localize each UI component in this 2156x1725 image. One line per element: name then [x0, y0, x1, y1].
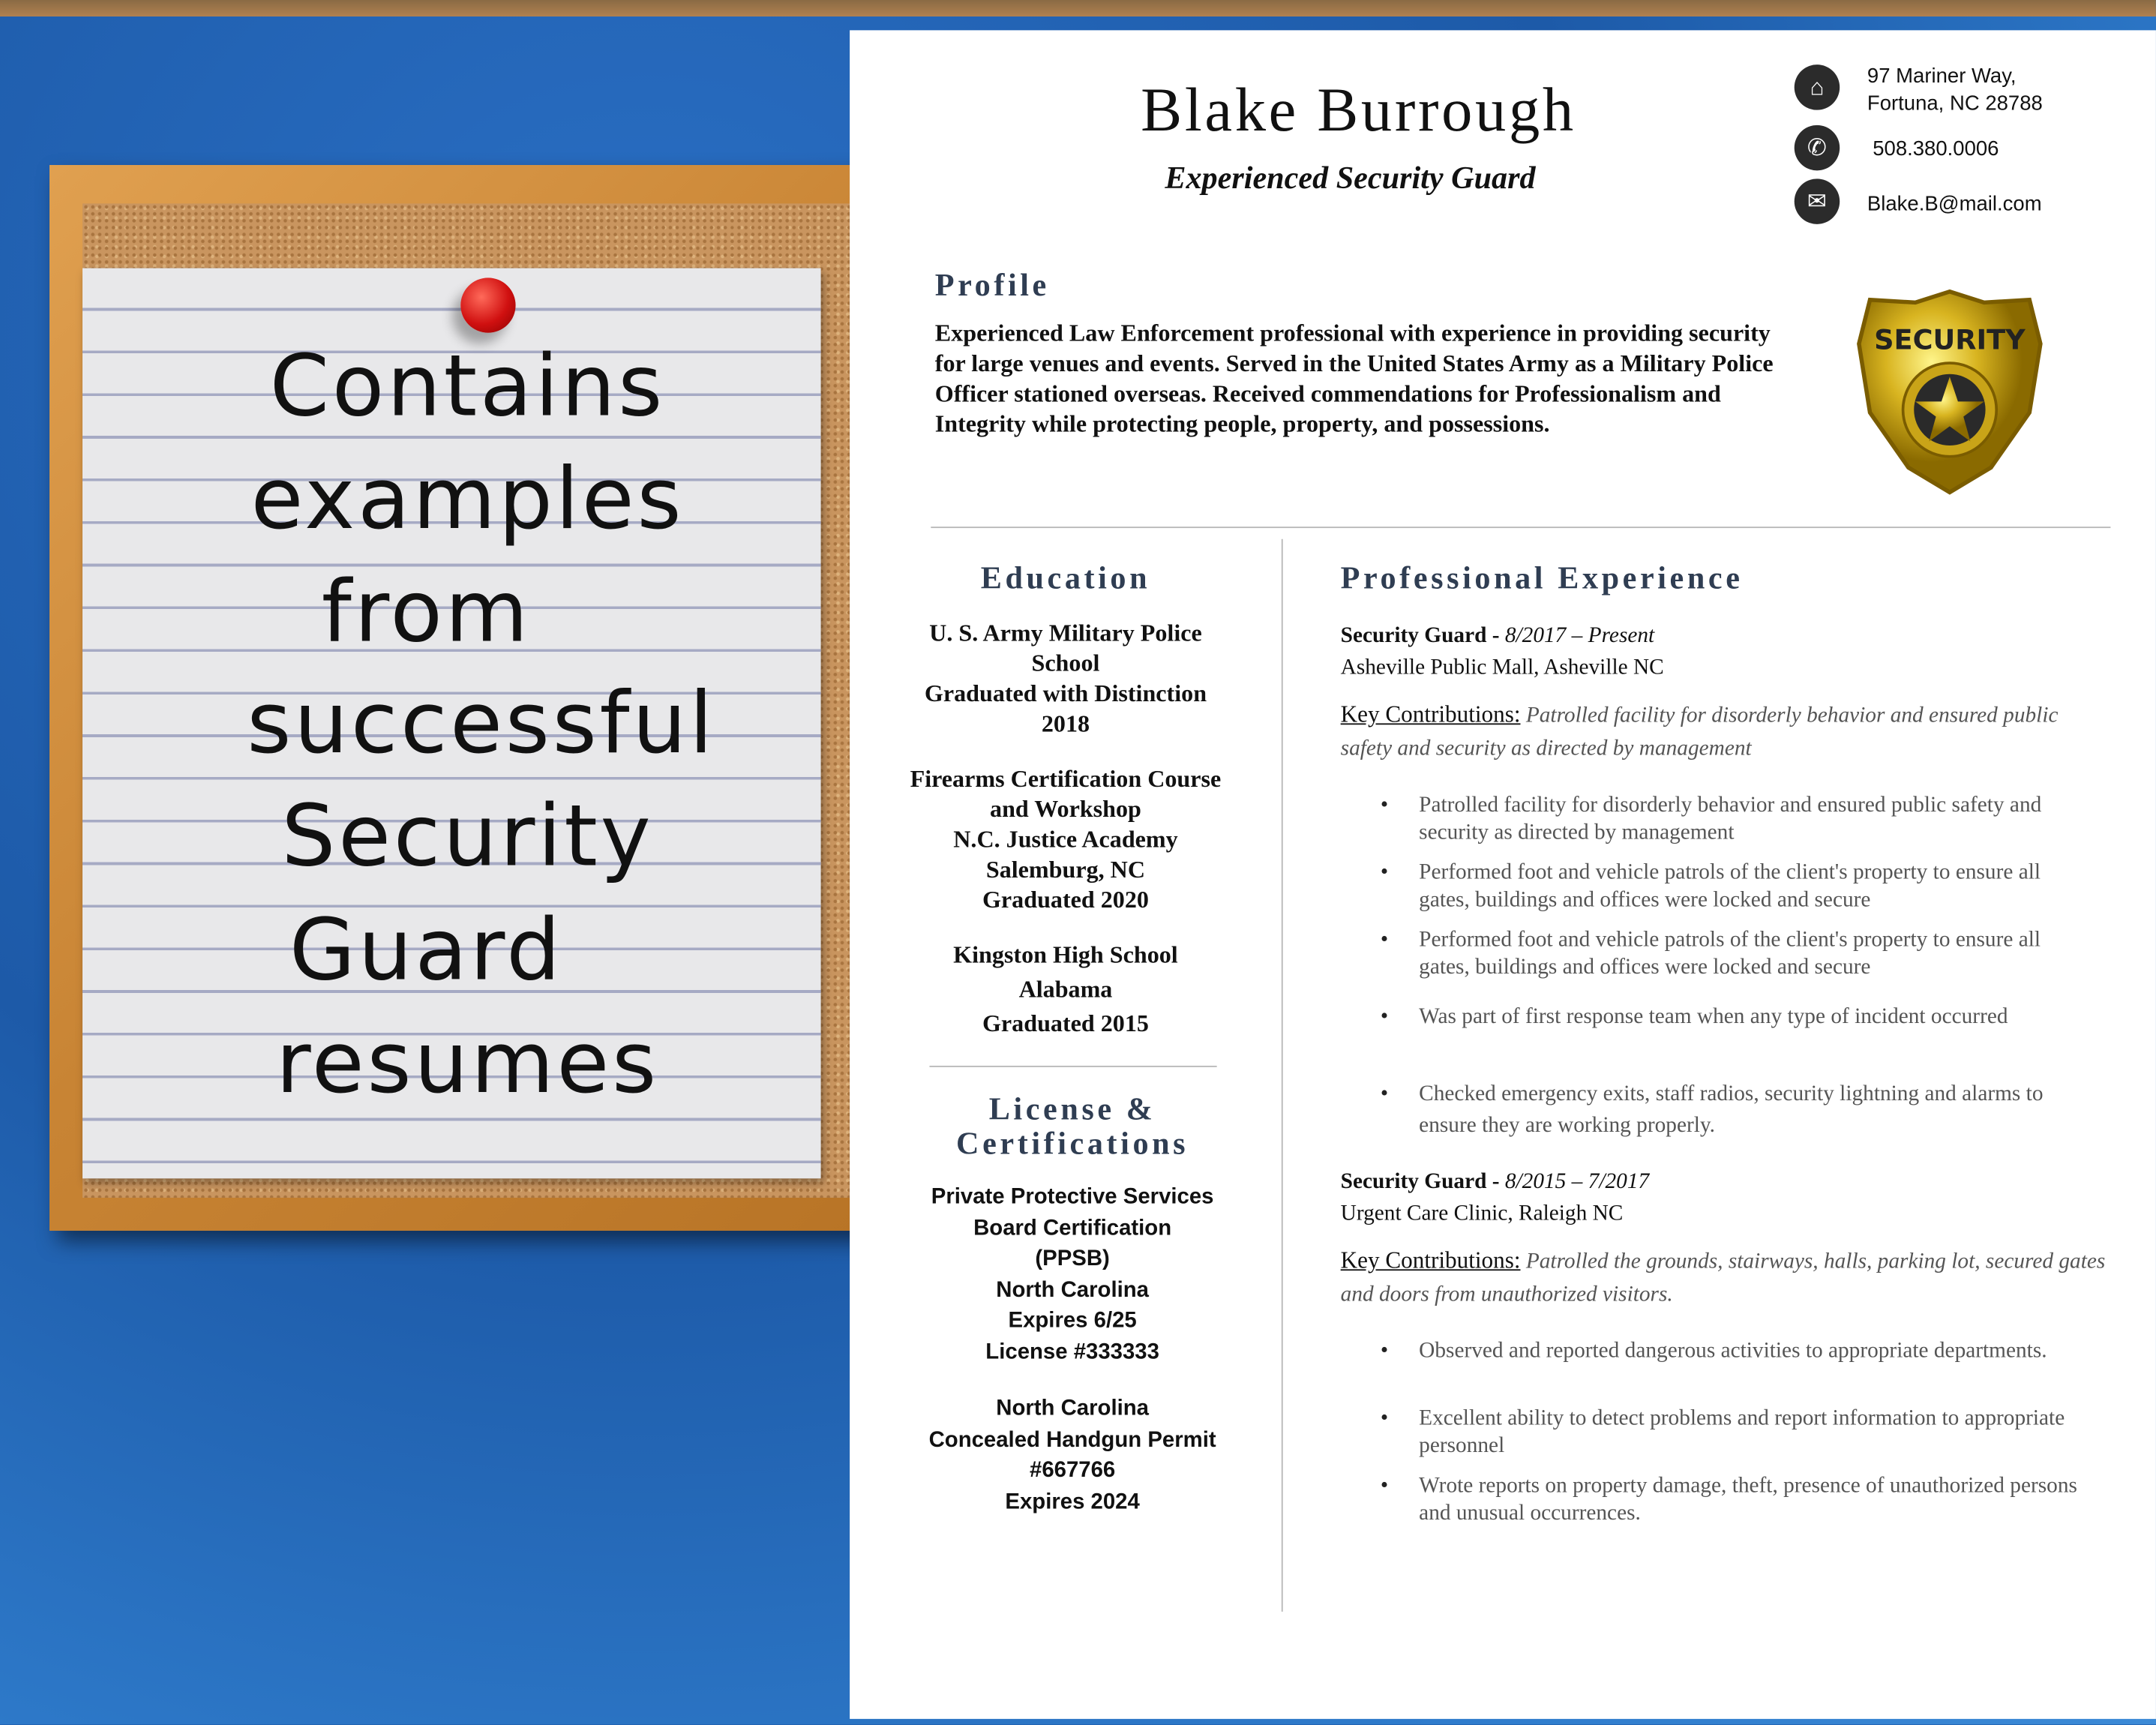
license-number: License #333333	[985, 1340, 1159, 1364]
job-title: Security Guard -	[1340, 624, 1500, 648]
license-name: Private Protective Services Board Certification	[931, 1185, 1214, 1240]
key-contributions-label: Key Contributions:	[1340, 701, 1521, 728]
key-contributions	[1341, 698, 2111, 766]
job-bullet: • Wrote reports on property damage, theft, presence of unauthorized persons and unusual occurrences.	[1419, 1473, 2079, 1528]
job-dates: 8/2017 – Present	[1504, 624, 1655, 648]
license-expiry: Expires 2024	[1005, 1490, 1140, 1514]
license-expiry: Expires 6/25	[1008, 1309, 1137, 1333]
education-entry	[894, 938, 1237, 1041]
key-contributions-label: Key Contributions:	[1340, 1246, 1521, 1274]
education-year: 2018	[1041, 710, 1090, 737]
job-bullet: • Was part of first response team when any type of incident occurred	[1419, 1001, 2079, 1034]
candidate-name: Blake Burrough	[1141, 75, 1576, 145]
license-number: #667766	[1030, 1459, 1116, 1483]
job-header	[1341, 620, 1664, 683]
key-contributions-text: Patrolled the grounds, stairways, halls, parking lot, secured gates and doors from unauthorized visitors.	[1340, 1250, 2106, 1306]
poster-line: Contains	[269, 335, 666, 436]
education-detail: N.C. Justice Academy	[953, 825, 1178, 853]
job-bullet: • Performed foot and vehicle patrols of the client's property to ensure all gates, buildings and offices were locked and secure	[1419, 927, 2079, 982]
license-entry	[901, 1394, 1244, 1518]
education-year: Graduated 2020	[982, 885, 1149, 914]
key-contributions	[1341, 1244, 2111, 1312]
push-pin-icon	[460, 278, 515, 332]
top-border	[0, 0, 2156, 16]
license-state: North Carolina	[996, 1278, 1150, 1302]
job-bullet: • Excellent ability to detect problems and report information to appropriate personnel	[1419, 1406, 2079, 1460]
phone-icon: ✆	[1795, 125, 1840, 171]
profile-text: Experienced Law Enforcement professional with experience in providing security for large venues and events. Served in the United States Army as a Military Police Officer stationed overseas. Received commendations for Professionalism and Integrity while protecting people, property, and possessions.	[934, 319, 1774, 438]
profile-heading: Profile	[934, 268, 1050, 303]
education-detail: Alabama	[1018, 974, 1113, 1003]
divider	[929, 1066, 1216, 1067]
poster-line: Guard	[289, 899, 563, 1000]
job-dates: 8/2015 – 7/2017	[1504, 1170, 1650, 1194]
poster-line: resumes	[275, 1012, 659, 1113]
candidate-title: Experienced Security Guard	[1165, 160, 1536, 196]
education-school: Firearms Certification Course and Workshop	[910, 764, 1222, 823]
education-school: U. S. Army Military Police School	[929, 619, 1202, 677]
job-title: Security Guard -	[1340, 1170, 1500, 1194]
education-school: Kingston High School	[953, 940, 1178, 968]
experience-heading: Professional Experience	[1340, 561, 1744, 596]
poster-line: successful	[247, 672, 716, 773]
license-detail: (PPSB)	[1035, 1246, 1110, 1271]
poster-line: from	[321, 561, 531, 662]
education-year: Graduated 2015	[982, 1009, 1149, 1037]
divider	[931, 526, 2110, 528]
address-line-2: Fortuna, NC 28788	[1867, 92, 2043, 116]
home-icon: ⌂	[1795, 64, 1840, 110]
job-employer: Urgent Care Clinic, Raleigh NC	[1340, 1202, 1624, 1226]
address-line-1: 97 Mariner Way,	[1867, 64, 2017, 88]
key-contributions-text: Patrolled facility for disorderly behavior and ensured public safety and security as directed by management	[1340, 704, 2059, 760]
badge-text: SECURITY	[1874, 323, 2026, 356]
license-name: Concealed Handgun Permit	[928, 1428, 1216, 1452]
column-divider	[1282, 539, 1283, 1612]
job-bullet: • Performed foot and vehicle patrols of the client's property to ensure all gates, buildings and offices were locked and secure	[1419, 860, 2079, 914]
license-state: North Carolina	[996, 1396, 1150, 1421]
education-entry	[894, 764, 1237, 915]
job-bullet: • Patrolled facility for disorderly behavior and ensured public safety and security as directed by management	[1419, 792, 2079, 847]
email: Blake.B@mail.com	[1867, 192, 2042, 216]
education-heading: Education	[980, 561, 1151, 596]
poster-line: examples	[250, 448, 685, 549]
security-badge-icon	[1854, 289, 2047, 495]
education-entry	[894, 617, 1237, 738]
licenses-heading: License & Certifications	[956, 1091, 1189, 1161]
job-employer: Asheville Public Mall, Asheville NC	[1340, 656, 1664, 680]
job-header	[1341, 1166, 1650, 1229]
education-detail: Graduated with Distinction	[924, 679, 1207, 707]
job-bullet: • Observed and reported dangerous activities to appropriate departments.	[1419, 1338, 2079, 1366]
education-detail: Salemburg, NC	[985, 855, 1146, 884]
job-bullet: • Checked emergency exits, staff radios, security lightning and alarms to ensure they are working properly.	[1419, 1078, 2079, 1141]
license-entry	[901, 1183, 1244, 1369]
poster-line: Security	[281, 784, 654, 886]
email-icon: ✉	[1795, 178, 1840, 224]
address	[1867, 63, 2043, 118]
phone: 508.380.0006	[1873, 137, 1999, 161]
